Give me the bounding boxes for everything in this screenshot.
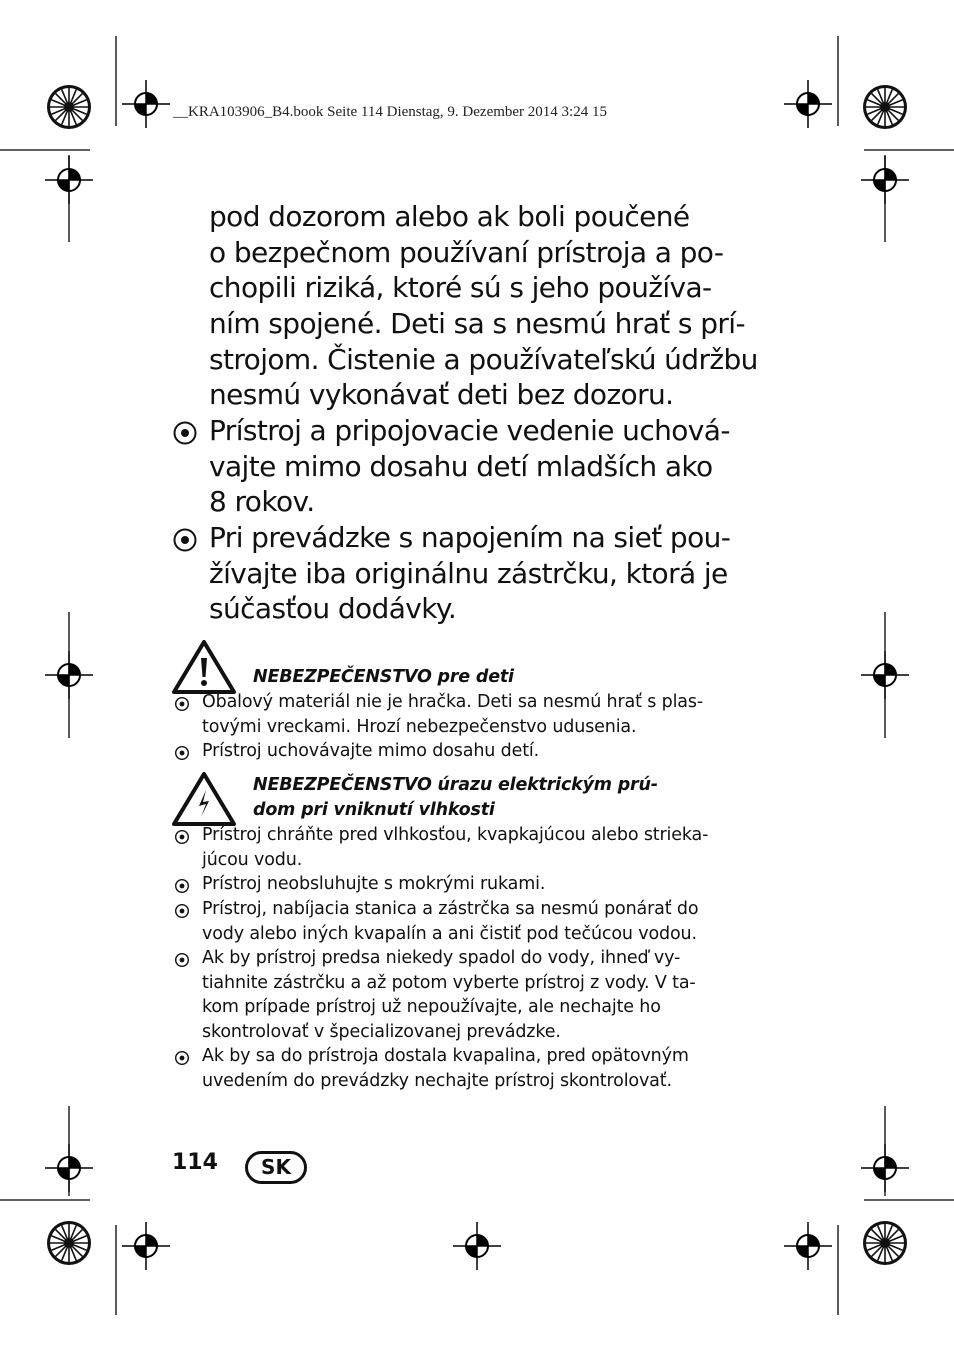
warning-text-line: kom prípade prístroj už nepoužívajte, ale nechajte ho — [202, 997, 661, 1017]
intro-line: ním spojené. Deti sa s nesmú hrať s prí- — [209, 307, 745, 340]
intro-line: strojom. Čistenie a používateľskú údržbu — [209, 343, 758, 376]
warning-text-line: tovými vreckami. Hrozí nebezpečenstvo udusenia. — [202, 717, 637, 737]
warning-text-line: Obalový materiál nie je hračka. Deti sa nesmú hrať s plas- — [202, 692, 703, 712]
bullet-icon — [172, 420, 198, 446]
bullet-icon — [174, 952, 190, 968]
bullet-icon — [174, 1050, 190, 1066]
intro-line: nesmú vykonávať deti bez dozoru. — [209, 378, 674, 411]
warning-text-line: júcou vodu. — [202, 850, 303, 870]
intro-line: pod dozorom alebo ak boli poučené — [209, 200, 690, 233]
bullet-icon — [174, 878, 190, 894]
warning-text-line: Prístroj uchovávajte mimo dosahu detí. — [202, 741, 540, 761]
bullet-text-line: 8 rokov. — [209, 485, 315, 518]
bullet-icon — [174, 903, 190, 919]
bullet-icon — [172, 527, 198, 553]
warning-text-line: skontrolovať v špecializovanej prevádzke. — [202, 1022, 561, 1042]
warning-text-line: Prístroj, nabíjacia stanica a zástrčka sa nesmú ponárať do — [202, 899, 699, 919]
language-badge: SK — [245, 1151, 307, 1184]
bullet-text-line: žívajte iba originálnu zástrčku, ktorá je — [209, 557, 728, 590]
warning-text-line: tiahnite zástrčku a až potom vyberte prístroj z vody. V ta- — [202, 973, 696, 993]
page-number: 114 — [172, 1150, 218, 1175]
intro-line: chopili riziká, ktoré sú s jeho používa- — [209, 271, 712, 304]
warning-text-line: vody alebo iných kvapalín a ani čistiť pod tečúcou vodou. — [202, 924, 697, 944]
bullet-text-line: Prístroj a pripojovacie vedenie uchová- — [209, 414, 730, 447]
warning-title: NEBEZPEČENSTVO úrazu elektrickým prú- — [253, 775, 658, 795]
bullet-text-line: Pri prevádzke s napojením na sieť pou- — [209, 521, 731, 554]
warning-text-line: uvedením do prevádzky nechajte prístroj skontrolovať. — [202, 1071, 672, 1091]
warning-text-line: Prístroj neobsluhujte s mokrými rukami. — [202, 874, 546, 894]
intro-line: o bezpečnom používaní prístroja a po- — [209, 236, 724, 269]
bullet-icon — [174, 696, 190, 712]
warning-title: NEBEZPEČENSTVO pre deti — [253, 667, 514, 687]
warning-text-line: Ak by sa do prístroja dostala kvapalina, pred opätovným — [202, 1046, 689, 1066]
bullet-icon — [174, 745, 190, 761]
lightning-triangle-icon — [170, 770, 238, 828]
warning-text-line: Ak by prístroj predsa niekedy spadol do vody, ihneď vy- — [202, 948, 681, 968]
warning-text-line: Prístroj chráňte pred vlhkosťou, kvapkajúcou alebo strieka- — [202, 825, 709, 845]
bullet-text-line: vajte mimo dosahu detí mladších ako — [209, 450, 713, 483]
print-header: __KRA103906_B4.book Seite 114 Dienstag, 9. Dezember 2014 3:24 15 — [173, 104, 607, 120]
warning-title: dom pri vniknutí vlhkosti — [253, 800, 495, 820]
exclamation-triangle-icon — [170, 638, 238, 696]
bullet-icon — [174, 829, 190, 845]
bullet-text-line: súčasťou dodávky. — [209, 592, 457, 625]
